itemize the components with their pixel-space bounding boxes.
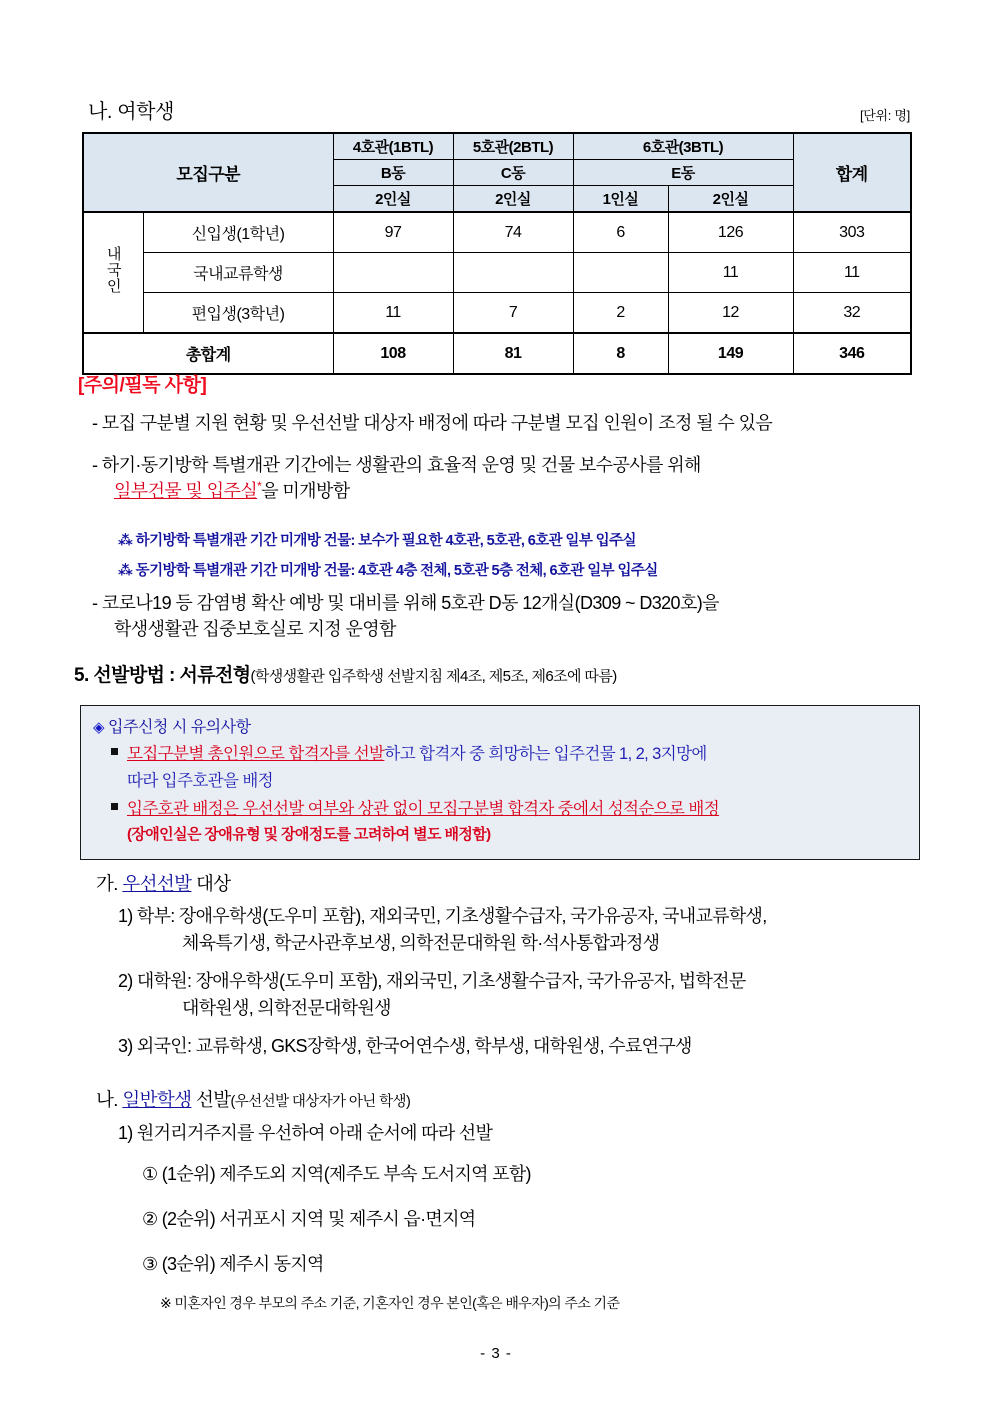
list-ga-heading [96,870,231,896]
grand-total: 346 [793,333,911,374]
notice-bullet-2-line2 [114,478,952,504]
notice-bullet-2-line1: - 하기·동기방학 특별개관 기간에는 생활관의 효율적 운영 및 건물 보수공사를 위해 [92,455,701,475]
application-notice-box [80,705,920,860]
total-row-label: 총합계 [83,333,333,374]
notice-title: [주의/필독 사항] [78,375,207,396]
section-5-heading [74,660,617,687]
asterism-icon: ⁂ [118,533,133,549]
building-name-3: 6호관(3BTL) [573,133,793,160]
list-na-marker: 나. [96,1089,118,1110]
notice-item-2-paren: (장애인실은 장애유형 및 장애정도를 고려하여 별도 배정함) [127,826,491,844]
notice-subbullet-2 [118,559,658,580]
notice-subbullet-2-text: 동기방학 특별개관 기간 미개방 건물: 4호관 4층 전체, 5호관 5층 전체, 6호관 일부 입주실 [135,563,658,579]
room-type-3a: 1인실 [573,186,668,213]
list-ga-emph: 우선선발 [122,873,192,894]
room-type-3b: 2인실 [668,186,793,213]
list-na-emph: 일반학생 [122,1089,192,1110]
section-5-number: 5. [74,665,89,686]
list-ga-rest: 대상 [191,873,231,894]
list-na-rank-3: ③ (3순위) 제주시 동지역 [142,1254,324,1274]
cell-value [333,253,453,293]
square-bullet-icon [111,803,118,810]
table-row [83,253,911,293]
application-notice-head-text: 입주신청 시 유의사항 [108,719,251,736]
section-5-paren: (학생생활관 입주학생 선발지침 제4조, 제5조, 제6조에 따름) [250,668,617,685]
capacity-table [82,132,912,375]
notice-item-1-line2: 따라 입주호관을 배정 [127,771,274,790]
diamond-icon: ◈ [93,719,105,736]
list-ga-item-3 [118,1033,978,1060]
table-row [83,293,911,334]
building-name-2: 5호관(2BTL) [453,133,573,160]
page-number: - 3 - [480,1345,512,1362]
total-cell-value: 81 [453,333,573,374]
table-head [83,133,911,212]
list-na-rank-2: ② (2순위) 서귀포시 지역 및 제주시 읍·면지역 [142,1209,476,1229]
building-dong-2: C동 [453,160,573,186]
section-5-title: 선발방법 : 서류전형 [93,665,251,686]
list-na-item-1-num: 1) [118,1123,133,1143]
application-notice-head [93,714,909,737]
cell-value: 126 [668,212,793,253]
notice-item-1-rest: 하고 합격자 중 희망하는 입주건물 1, 2, 3지망에 [384,745,707,763]
notice-bullet-3 [92,590,962,642]
list-ga-item-1-line2: 체육특기생, 학군사관후보생, 의학전문대학원 학·석사통합과정생 [182,933,660,953]
list-ga-item-1-line1: 학부: 장애우학생(도우미 포함), 재외국민, 기초생활수급자, 국가유공자, 국내교류학생, [136,906,767,926]
capacity-table-wrapper [82,132,910,375]
row-total: 303 [793,212,911,253]
notice-item-2-emph: 입주호관 배정은 우선선발 여부와 상관 없이 모집구분별 합격자 중에서 성적순으로 배정 [127,800,720,819]
cell-value: 11 [333,293,453,334]
list-ga-item-1-num: 1) [118,906,133,926]
list-ga-item-3-num: 3) [118,1036,133,1056]
building-dong-1: B동 [333,160,453,186]
list-item [111,741,909,794]
list-ga-item-3-line1: 외국인: 교류학생, GKS장학생, 한국어연수생, 학부생, 대학원생, 수료연구생 [136,1036,692,1056]
room-type-1: 2인실 [333,186,453,213]
list-item [111,796,909,847]
notice-bullet-2-emph: 일부건물 및 입주실 [114,481,258,502]
asterism-icon: ⁂ [118,563,133,579]
list-ga-item-2-line2: 대학원생, 의학전문대학원생 [182,998,391,1018]
total-cell-value: 108 [333,333,453,374]
list-ga-item-1 [118,903,978,957]
table-body [83,212,911,374]
list-na-item-1-text: 원거리거주지를 우선하여 아래 순서에 따라 선발 [136,1123,493,1143]
notice-bullet-2-tail: 을 미개방함 [261,481,350,502]
application-notice-list [93,741,909,847]
cell-value: 97 [333,212,453,253]
col-group-label: 모집구분 [83,133,333,212]
cell-value: 6 [573,212,668,253]
building-name-1: 4호관(1BTL) [333,133,453,160]
notice-bullet-3-line2: 학생생활관 집중보호실로 지정 운영함 [114,619,396,640]
list-ga-marker: 가. [96,873,118,894]
row-label: 신입생(1학년) [143,212,333,253]
row-group-label: 내국인 [83,212,143,333]
notice-bullet-2-sup: * [257,479,262,494]
notice-item-1-emph: 모집구분별 총인원으로 합격자를 선발 [127,745,385,763]
row-total: 11 [793,253,911,293]
row-label: 편입생(3학년) [143,293,333,334]
section-label: 나. 여학생 [88,101,174,123]
row-label: 국내교류학생 [143,253,333,293]
notice-bullet-2 [92,452,952,504]
square-bullet-icon [111,748,118,755]
table-total-row [83,333,911,374]
total-col-label: 합계 [793,133,911,212]
list-na-rank-1: ① (1순위) 제주도외 지역(제주도 부속 도서지역 포함) [142,1164,531,1184]
cell-value: 2 [573,293,668,334]
list-na-heading [96,1086,410,1112]
cell-value [573,253,668,293]
cell-value: 11 [668,253,793,293]
notice-item-1-line1 [127,741,909,768]
cell-value: 7 [453,293,573,334]
notice-bullet-3-line1: - 코로나19 등 감염병 확산 예방 및 대비를 위해 5호관 D동 12개실(D309 ~ D320호)을 [92,593,719,613]
list-na-rest: 선발 [191,1089,231,1110]
list-ga-item-2-num: 2) [118,971,133,991]
list-ga-item-2 [118,968,978,1022]
cell-value: 12 [668,293,793,334]
row-total: 32 [793,293,911,334]
building-dong-3: E동 [573,160,793,186]
table-row [83,212,911,253]
notice-subbullet-1-text: 하기방학 특별개관 기간 미개방 건물: 보수가 필요한 4호관, 5호관, 6호관 일부 입주실 [135,533,636,549]
total-cell-value: 8 [573,333,668,374]
cell-value: 74 [453,212,573,253]
list-na-item-1 [118,1120,978,1147]
total-cell-value: 149 [668,333,793,374]
list-na-paren: (우선선발 대상자가 아닌 학생) [230,1094,411,1110]
room-type-2: 2인실 [453,186,573,213]
unit-label: [단위: 명] [859,108,910,123]
list-ga-item-2-line1: 대학원: 장애우학생(도우미 포함), 재외국민, 기초생활수급자, 국가유공자, 법학전문 [136,971,746,991]
notice-bullet-1: - 모집 구분별 지원 현황 및 우선선발 대상자 배정에 따라 구분별 모집 인원이 조정 될 수 있음 [92,413,773,433]
notice-subbullet-1 [118,529,636,550]
cell-value [453,253,573,293]
list-na-footnote: ※ 미혼자인 경우 부모의 주소 기준, 기혼자인 경우 본인(혹은 배우자)의 주소 기준 [160,1295,620,1311]
